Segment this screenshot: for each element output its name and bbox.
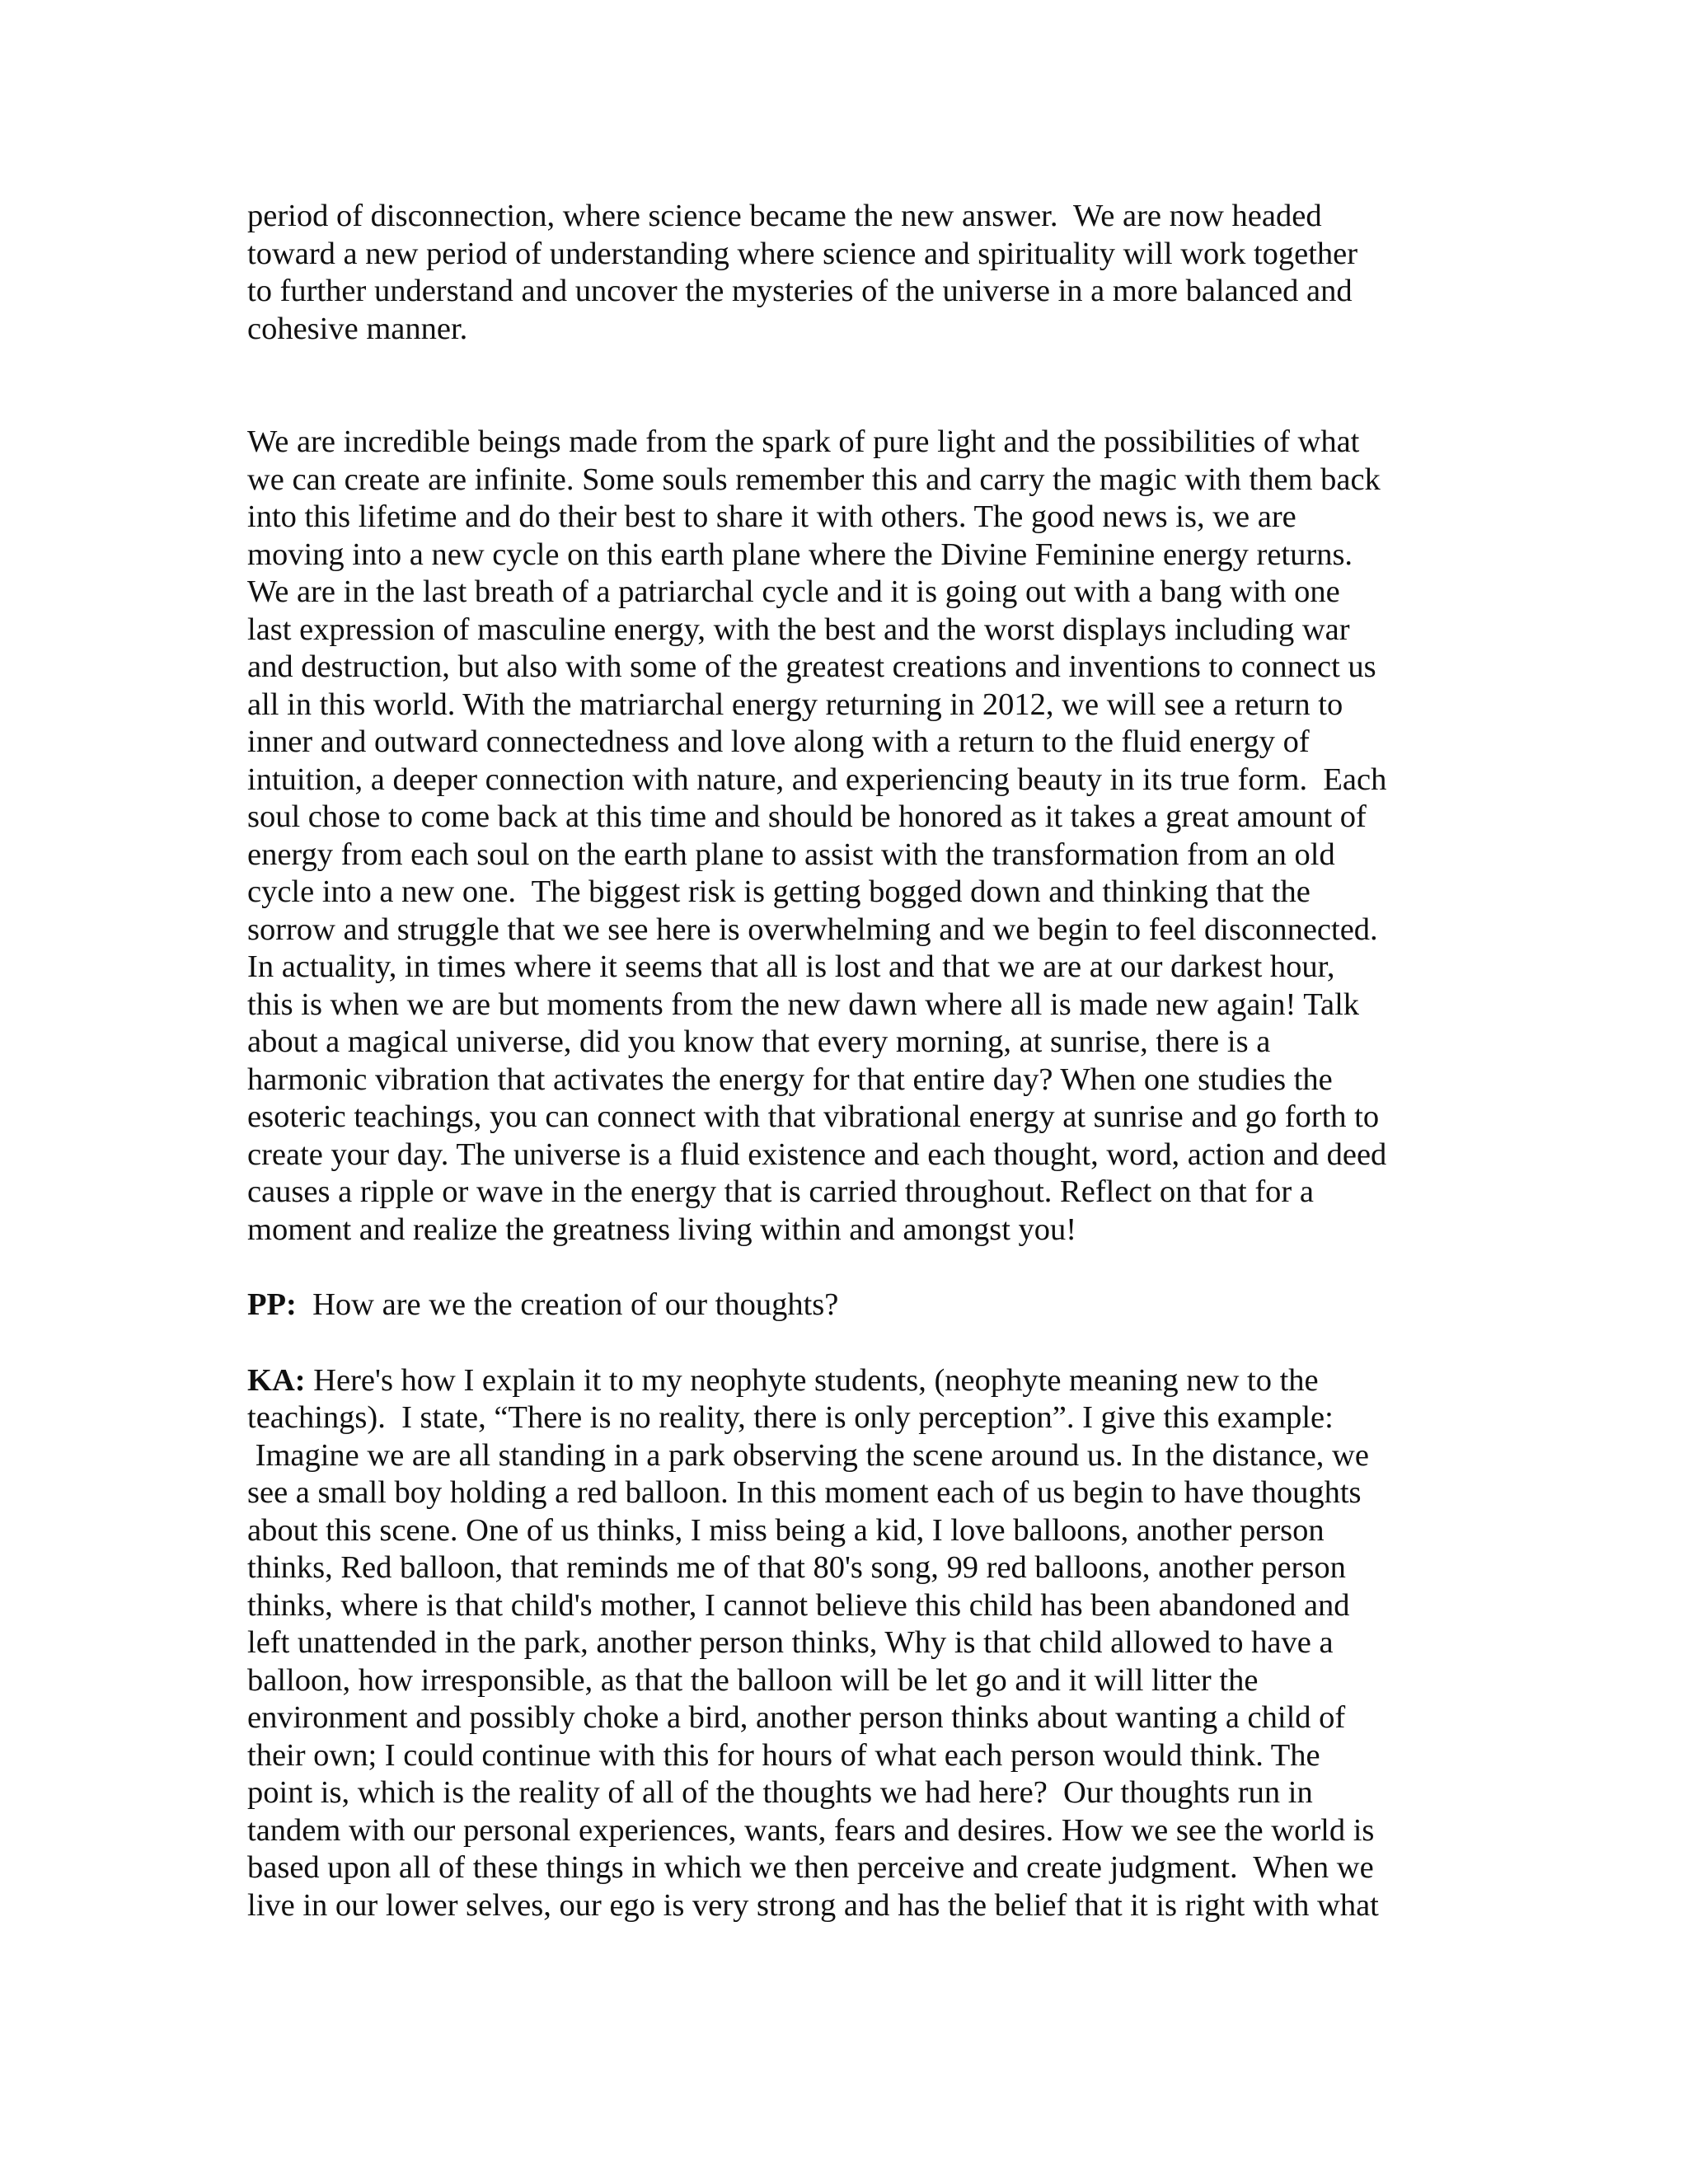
paragraph [247, 198, 1442, 348]
paragraph [247, 424, 1442, 1249]
text-line: point is, which is the reality of all of the thoughts we had here? Our thoughts run in [247, 1775, 1313, 1810]
text-line: we can create are infinite. Some souls remember this and carry the magic with them back [247, 462, 1381, 497]
text-line: their own; I could continue with this for hours of what each person would think. The [247, 1737, 1320, 1773]
text-line: We are incredible beings made from the spark of pure light and the possibilities of what [247, 424, 1360, 459]
text-line: cycle into a new one. The biggest risk is getting bogged down and thinking that the [247, 874, 1311, 909]
text-line: moment and realize the greatness living within and amongst you! [247, 1212, 1077, 1247]
text-line: inner and outward connectedness and love along with a return to the fluid energy of [247, 724, 1310, 759]
text-line: about this scene. One of us thinks, I miss being a kid, I love balloons, another person [247, 1512, 1325, 1548]
text-line: all in this world. With the matriarchal energy returning in 2012, we will see a return to [247, 687, 1343, 722]
text-line: left unattended in the park, another person thinks, Why is that child allowed to have a [247, 1625, 1334, 1660]
text-line: last expression of masculine energy, with the best and the worst displays including war [247, 612, 1350, 647]
text-line: into this lifetime and do their best to share it with others. The good news is, we are [247, 499, 1296, 534]
text-line: causes a ripple or wave in the energy that is carried throughout. Reflect on that for a [247, 1174, 1314, 1209]
text-line: toward a new period of understanding where science and spirituality will work together [247, 236, 1358, 271]
text-line: Imagine we are all standing in a park observing the scene around us. In the distance, we [247, 1437, 1369, 1473]
speaker-label: KA: [247, 1362, 306, 1398]
text-line: In actuality, in times where it seems that all is lost and that we are at our darkest hour, [247, 949, 1335, 984]
text-line [247, 1286, 1442, 1324]
text-line: sorrow and struggle that we see here is overwhelming and we begin to feel disconnected. [247, 912, 1378, 947]
question-text: How are we the creation of our thoughts? [296, 1287, 839, 1322]
text-line [247, 1362, 1442, 1400]
text-line: thinks, where is that child's mother, I cannot believe this child has been abandoned and [247, 1587, 1350, 1623]
text-line: moving into a new cycle on this earth plane where the Divine Feminine energy returns. [247, 537, 1353, 572]
text-line: live in our lower selves, our ego is very strong and has the belief that it is right with what [247, 1887, 1379, 1923]
text-line: create your day. The universe is a fluid existence and each thought, word, action and deed [247, 1137, 1387, 1172]
text-line: thinks, Red balloon, that reminds me of that 80's song, 99 red balloons, another person [247, 1550, 1346, 1585]
document-page [247, 198, 1442, 1924]
text-line: about a magical universe, did you know that every morning, at sunrise, there is a [247, 1024, 1271, 1059]
text-line: balloon, how irresponsible, as that the balloon will be let go and it will litter the [247, 1662, 1259, 1698]
text-line: period of disconnection, where science became the new answer. We are now headed [247, 199, 1322, 233]
text-line: esoteric teachings, you can connect with that vibrational energy at sunrise and go forth to [247, 1099, 1380, 1134]
text-line: teachings). I state, “There is no reality, there is only perception”. I give this example: [247, 1400, 1334, 1435]
text-line: based upon all of these things in which we then perceive and create judgment. When we [247, 1850, 1374, 1885]
text-line: soul chose to come back at this time and should be honored as it takes a great amount of [247, 799, 1367, 834]
interview-question [247, 1286, 1442, 1324]
text-line: We are in the last breath of a patriarchal cycle and it is going out with a bang with one [247, 574, 1340, 609]
text-line: environment and possibly choke a bird, another person thinks about wanting a child of [247, 1700, 1346, 1735]
text-line: to further understand and uncover the mysteries of the universe in a more balanced and [247, 274, 1353, 308]
text-line: energy from each soul on the earth plane to assist with the transformation from an old [247, 837, 1335, 872]
answer-text: Here's how I explain it to my neophyte students, (neophyte meaning new to the [305, 1362, 1319, 1398]
text-line: see a small boy holding a red balloon. In this moment each of us begin to have thoughts [247, 1475, 1362, 1510]
text-line: harmonic vibration that activates the energy for that entire day? When one studies the [247, 1062, 1333, 1097]
text-line: cohesive manner. [247, 311, 468, 346]
text-line: and destruction, but also with some of the greatest creations and inventions to connect us [247, 649, 1376, 684]
speaker-label: PP: [247, 1287, 297, 1322]
text-line: intuition, a deeper connection with nature, and experiencing beauty in its true form. Each [247, 762, 1387, 797]
text-line: tandem with our personal experiences, wants, fears and desires. How we see the world is [247, 1812, 1375, 1848]
interview-answer [247, 1362, 1442, 1925]
text-line: this is when we are but moments from the new dawn where all is made new again! Talk [247, 987, 1360, 1022]
